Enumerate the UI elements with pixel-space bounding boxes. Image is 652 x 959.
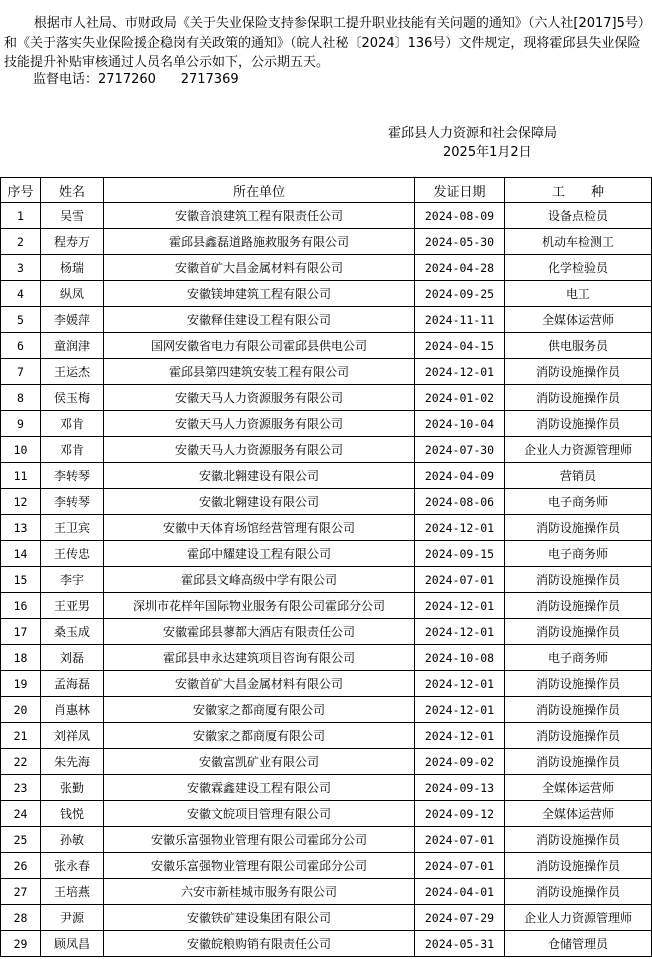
employer: 安徽富凯矿业有限公司 <box>104 749 415 775</box>
table-row <box>1 593 652 619</box>
header-index: 序号 <box>1 178 41 203</box>
employer: 霍邱中耀建设工程有限公司 <box>104 541 415 567</box>
person-name: 李宇 <box>41 567 104 593</box>
employer: 安徽霍邱县蓼都大酒店有限责任公司 <box>104 619 415 645</box>
employer: 安徽镁坤建筑工程有限公司 <box>104 281 415 307</box>
issue-date: 2024-11-11 <box>415 307 505 333</box>
issue-date: 2024-01-02 <box>415 385 505 411</box>
person-name: 童润津 <box>41 333 104 359</box>
issue-date: 2024-08-09 <box>415 203 505 229</box>
person-name: 钱悦 <box>41 801 104 827</box>
person-name: 张勤 <box>41 775 104 801</box>
row-index: 22 <box>1 749 41 775</box>
table-row <box>1 645 652 671</box>
employer: 安徽乐富强物业管理有限公司霍邱分公司 <box>104 827 415 853</box>
person-name: 桑玉成 <box>41 619 104 645</box>
employer: 霍邱县申永达建筑项目咨询有限公司 <box>104 645 415 671</box>
issue-date: 2024-09-02 <box>415 749 505 775</box>
employer: 安徽乐富强物业管理有限公司霍邱分公司 <box>104 853 415 879</box>
issue-date: 2024-12-01 <box>415 697 505 723</box>
issue-date: 2024-09-15 <box>415 541 505 567</box>
table-row <box>1 775 652 801</box>
row-index: 16 <box>1 593 41 619</box>
employer: 安徽天马人力资源服务有限公司 <box>104 437 415 463</box>
row-index: 17 <box>1 619 41 645</box>
table-row <box>1 619 652 645</box>
row-index: 27 <box>1 879 41 905</box>
issue-date: 2024-07-29 <box>415 905 505 931</box>
table-row <box>1 437 652 463</box>
occupation: 营销员 <box>505 463 652 489</box>
row-index: 3 <box>1 255 41 281</box>
person-name: 张永春 <box>41 853 104 879</box>
issue-date: 2024-07-01 <box>415 853 505 879</box>
issue-date: 2024-04-09 <box>415 463 505 489</box>
employer: 安徽首矿大昌金属材料有限公司 <box>104 671 415 697</box>
table-row <box>1 255 652 281</box>
employer: 安徽音浪建筑工程有限责任公司 <box>104 203 415 229</box>
occupation: 电工 <box>505 281 652 307</box>
row-index: 26 <box>1 853 41 879</box>
employer: 安徽中天体育场馆经营管理有限公司 <box>104 515 415 541</box>
employer: 安徽天马人力资源服务有限公司 <box>104 411 415 437</box>
row-index: 20 <box>1 697 41 723</box>
table-row <box>1 749 652 775</box>
table-row <box>1 567 652 593</box>
person-name: 吴雪 <box>41 203 104 229</box>
issue-date: 2024-12-01 <box>415 671 505 697</box>
person-name: 邓肯 <box>41 411 104 437</box>
table-row <box>1 853 652 879</box>
table-row <box>1 411 652 437</box>
person-name: 顾凤昌 <box>41 931 104 957</box>
issue-date: 2024-05-30 <box>415 229 505 255</box>
notice-intro <box>4 14 650 73</box>
occupation: 电子商务师 <box>505 489 652 515</box>
employer: 霍邱县第四建筑安装工程有限公司 <box>104 359 415 385</box>
table-row <box>1 515 652 541</box>
person-name: 王运杰 <box>41 359 104 385</box>
table-row <box>1 385 652 411</box>
person-name: 王培燕 <box>41 879 104 905</box>
row-index: 15 <box>1 567 41 593</box>
employer: 国网安徽省电力有限公司霍邱县供电公司 <box>104 333 415 359</box>
row-index: 28 <box>1 905 41 931</box>
issue-date: 2024-12-01 <box>415 619 505 645</box>
occupation: 消防设施操作员 <box>505 749 652 775</box>
employer: 安徽释佳建设工程有限公司 <box>104 307 415 333</box>
issue-date: 2024-12-01 <box>415 359 505 385</box>
table-row <box>1 307 652 333</box>
table-row <box>1 489 652 515</box>
issue-date: 2024-12-01 <box>415 593 505 619</box>
occupation: 消防设施操作员 <box>505 593 652 619</box>
table-row <box>1 333 652 359</box>
person-name: 纵凤 <box>41 281 104 307</box>
row-index: 29 <box>1 931 41 957</box>
person-name: 尹源 <box>41 905 104 931</box>
header-name: 姓名 <box>41 178 104 203</box>
issue-date: 2024-09-12 <box>415 801 505 827</box>
row-index: 19 <box>1 671 41 697</box>
occupation: 全媒体运营师 <box>505 307 652 333</box>
row-index: 11 <box>1 463 41 489</box>
occupation: 消防设施操作员 <box>505 619 652 645</box>
occupation: 消防设施操作员 <box>505 671 652 697</box>
occupation: 全媒体运营师 <box>505 775 652 801</box>
person-name: 程寿万 <box>41 229 104 255</box>
occupation: 电子商务师 <box>505 541 652 567</box>
row-index: 4 <box>1 281 41 307</box>
employer: 安徽天马人力资源服务有限公司 <box>104 385 415 411</box>
employer: 安徽家之都商厦有限公司 <box>104 723 415 749</box>
header-occupation: 工 种 <box>505 178 652 203</box>
row-index: 9 <box>1 411 41 437</box>
occupation: 消防设施操作员 <box>505 723 652 749</box>
approved-personnel-table <box>0 177 652 957</box>
issuer-name: 霍邱县人力资源和社会保障局 <box>388 126 558 141</box>
person-name: 刘祥凤 <box>41 723 104 749</box>
employer: 安徽霖鑫建设工程有限公司 <box>104 775 415 801</box>
row-index: 10 <box>1 437 41 463</box>
table-row <box>1 541 652 567</box>
issue-date: 2024-10-04 <box>415 411 505 437</box>
occupation: 消防设施操作员 <box>505 359 652 385</box>
header-issue-date: 发证日期 <box>415 178 505 203</box>
person-name: 侯玉梅 <box>41 385 104 411</box>
employer: 安徽皖粮购销有限责任公司 <box>104 931 415 957</box>
table-header-row <box>1 178 652 203</box>
employer: 安徽北翱建设有限公司 <box>104 489 415 515</box>
supervision-hotline <box>33 72 239 88</box>
row-index: 25 <box>1 827 41 853</box>
employer: 安徽家之都商厦有限公司 <box>104 697 415 723</box>
row-index: 6 <box>1 333 41 359</box>
issue-date: 2024-04-28 <box>415 255 505 281</box>
occupation: 设备点检员 <box>505 203 652 229</box>
person-name: 朱先海 <box>41 749 104 775</box>
row-index: 13 <box>1 515 41 541</box>
employer: 深圳市花样年国际物业服务有限公司霍邱分公司 <box>104 593 415 619</box>
row-index: 2 <box>1 229 41 255</box>
table-row <box>1 827 652 853</box>
row-index: 23 <box>1 775 41 801</box>
person-name: 孙敏 <box>41 827 104 853</box>
table-row <box>1 671 652 697</box>
occupation: 机动车检测工 <box>505 229 652 255</box>
issue-date: 2024-12-01 <box>415 723 505 749</box>
occupation: 企业人力资源管理师 <box>505 905 652 931</box>
employer: 安徽铁矿建设集团有限公司 <box>104 905 415 931</box>
issue-date: 2024-04-01 <box>415 879 505 905</box>
issue-date: 2024-09-13 <box>415 775 505 801</box>
issue-date: 2024-07-01 <box>415 827 505 853</box>
table-row <box>1 801 652 827</box>
issue-date: 2024-10-08 <box>415 645 505 671</box>
person-name: 李转琴 <box>41 489 104 515</box>
person-name: 肖惠林 <box>41 697 104 723</box>
table-row <box>1 931 652 957</box>
employer: 安徽北翱建设有限公司 <box>104 463 415 489</box>
employer: 安徽文皖项目管理有限公司 <box>104 801 415 827</box>
row-index: 8 <box>1 385 41 411</box>
person-name: 李转琴 <box>41 463 104 489</box>
issue-date: 2024-07-30 <box>415 437 505 463</box>
occupation: 消防设施操作员 <box>505 567 652 593</box>
issue-date: 2024-12-01 <box>415 515 505 541</box>
issue-date: 2024-09-25 <box>415 281 505 307</box>
table-row <box>1 359 652 385</box>
employer: 霍邱县文峰高级中学有限公司 <box>104 567 415 593</box>
occupation: 消防设施操作员 <box>505 697 652 723</box>
occupation: 电子商务师 <box>505 645 652 671</box>
row-index: 5 <box>1 307 41 333</box>
issue-date: 2024-08-06 <box>415 489 505 515</box>
person-name: 邓肯 <box>41 437 104 463</box>
occupation: 消防设施操作员 <box>505 879 652 905</box>
table-row <box>1 697 652 723</box>
occupation: 消防设施操作员 <box>505 853 652 879</box>
table-row <box>1 879 652 905</box>
employer: 霍邱县鑫磊道路施救服务有限公司 <box>104 229 415 255</box>
occupation: 化学检验员 <box>505 255 652 281</box>
occupation: 消防设施操作员 <box>505 411 652 437</box>
table-row <box>1 203 652 229</box>
person-name: 王亚男 <box>41 593 104 619</box>
row-index: 21 <box>1 723 41 749</box>
row-index: 1 <box>1 203 41 229</box>
row-index: 12 <box>1 489 41 515</box>
table-body <box>1 203 652 957</box>
header-employer: 所在单位 <box>104 178 415 203</box>
occupation: 仓储管理员 <box>505 931 652 957</box>
occupation: 企业人力资源管理师 <box>505 437 652 463</box>
person-name: 杨瑞 <box>41 255 104 281</box>
person-name: 王卫宾 <box>41 515 104 541</box>
employer: 六安市新桂城市服务有限公司 <box>104 879 415 905</box>
issue-date: 2024-05-31 <box>415 931 505 957</box>
table-row <box>1 723 652 749</box>
table-row <box>1 229 652 255</box>
row-index: 14 <box>1 541 41 567</box>
row-index: 7 <box>1 359 41 385</box>
occupation: 全媒体运营师 <box>505 801 652 827</box>
notice-body: 根据市人社局、市财政局《关于失业保险支持参保职工提升职业技能有关问题的通知》（六人社[2017]5号）和《关于落实失业保险援企稳岗有关政策的通知》（皖人社秘〔2024〕136号）文件规定，现将霍邱县失业保险技能提升补贴审核通过人员名单公示如下，公示期五天。 <box>4 16 645 70</box>
table-row <box>1 463 652 489</box>
occupation: 消防设施操作员 <box>505 515 652 541</box>
person-name: 孟海磊 <box>41 671 104 697</box>
occupation: 消防设施操作员 <box>505 385 652 411</box>
occupation: 消防设施操作员 <box>505 827 652 853</box>
row-index: 24 <box>1 801 41 827</box>
employer: 安徽首矿大昌金属材料有限公司 <box>104 255 415 281</box>
notice-date: 2025年1月2日 <box>443 145 532 160</box>
issue-date: 2024-07-01 <box>415 567 505 593</box>
occupation: 供电服务员 <box>505 333 652 359</box>
person-name: 王传忠 <box>41 541 104 567</box>
person-name: 刘磊 <box>41 645 104 671</box>
hotline-phone-2: 2717369 <box>180 72 239 87</box>
table-row <box>1 905 652 931</box>
person-name: 李媛萍 <box>41 307 104 333</box>
hotline-phone-1: 2717260 <box>98 72 156 87</box>
issue-date: 2024-04-15 <box>415 333 505 359</box>
row-index: 18 <box>1 645 41 671</box>
table-row <box>1 281 652 307</box>
hotline-label: 监督电话： <box>33 72 99 87</box>
